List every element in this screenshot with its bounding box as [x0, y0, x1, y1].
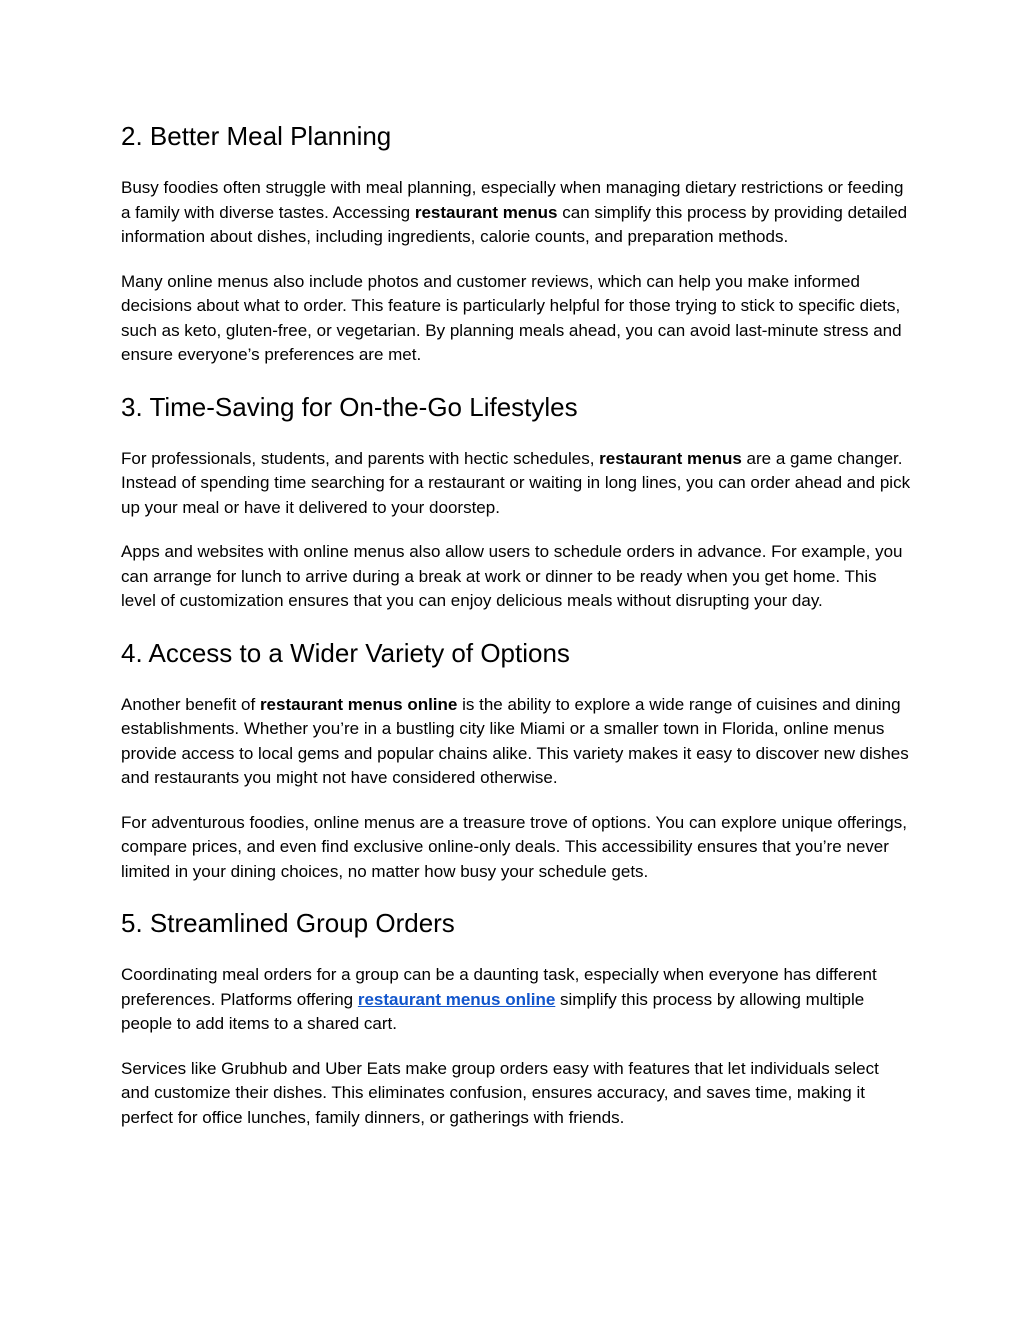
- section-better-meal-planning: [121, 116, 911, 368]
- paragraph-text: Coordinating meal orders for a group can be a daunting task, especially when everyone has different preferences. Platforms offering: [121, 965, 877, 1009]
- document-page: [121, 116, 911, 1130]
- paragraph-text: is the ability to explore a wide range of cuisines and dining establishments. Whether you’re in a bustling city like Miami or a smaller town in Florida, online menus provide access to local gems and popular chains alike. This variety makes it easy to discover new dishes and restaurants you might not have considered otherwise.: [121, 694, 909, 787]
- section-heading: 5. Streamlined Group Orders: [121, 908, 455, 938]
- restaurant-menus-online-link[interactable]: restaurant menus online: [357, 989, 556, 1009]
- paragraph-text: can simplify this process by providing detailed information about dishes, including ingredients, calorie counts, and preparation methods.: [121, 202, 908, 246]
- section-time-saving: [121, 387, 911, 614]
- paragraph-text: For professionals, students, and parents with hectic schedules,: [121, 448, 600, 468]
- paragraph: [121, 693, 911, 791]
- paragraph-text: Busy foodies often struggle with meal planning, especially when managing dietary restrictions or feeding a family with diverse tastes. Accessing: [121, 178, 904, 222]
- paragraph: [121, 176, 911, 250]
- paragraph: Many online menus also include photos and customer reviews, which can help you make informed decisions about what to order. This feature is particularly helpful for those trying to stick to specific diets, such as keto, gluten-free, or vegetarian. By planning meals ahead, you can avoid last-minute stress and ensure everyone’s preferences are met.: [121, 271, 902, 364]
- paragraph: For adventurous foodies, online menus are a treasure trove of options. You can explore unique offerings, compare prices, and even find exclusive online-only deals. This accessibility ensures that you’re never limited in your dining choices, no matter how busy your schedule gets.: [121, 812, 907, 881]
- paragraph: [121, 963, 911, 1037]
- section-heading: 3. Time-Saving for On-the-Go Lifestyles: [121, 391, 578, 422]
- paragraph-text: simplify this process by allowing multiple people to add items to a shared cart.: [121, 989, 865, 1033]
- bold-text: restaurant menus: [414, 202, 558, 222]
- section-heading: 4. Access to a Wider Variety of Options: [121, 637, 570, 668]
- paragraph: [121, 447, 911, 521]
- paragraph: Services like Grubhub and Uber Eats make group orders easy with features that let individuals select and customize their dishes. This eliminates confusion, ensures accuracy, and saves time, making it perfect for office lunches, family dinners, or gatherings with friends.: [121, 1058, 879, 1127]
- section-group-orders: [121, 903, 911, 1130]
- bold-text: restaurant menus online: [259, 694, 458, 714]
- section-wider-variety: [121, 633, 911, 885]
- bold-text: restaurant menus: [599, 448, 742, 468]
- section-heading: 2. Better Meal Planning: [121, 121, 392, 151]
- paragraph: Apps and websites with online menus also allow users to schedule orders in advance. For example, you can arrange for lunch to arrive during a break at work or dinner to be ready when you get home. This level of customization ensures that you can enjoy delicious meals without disrupting your day.: [121, 542, 903, 610]
- paragraph-text: Another benefit of: [121, 694, 260, 714]
- paragraph-text: are a game changer. Instead of spending time searching for a restaurant or waiting in long lines, you can order ahead and pick up your meal or have it delivered to your doorstep.: [121, 448, 911, 517]
